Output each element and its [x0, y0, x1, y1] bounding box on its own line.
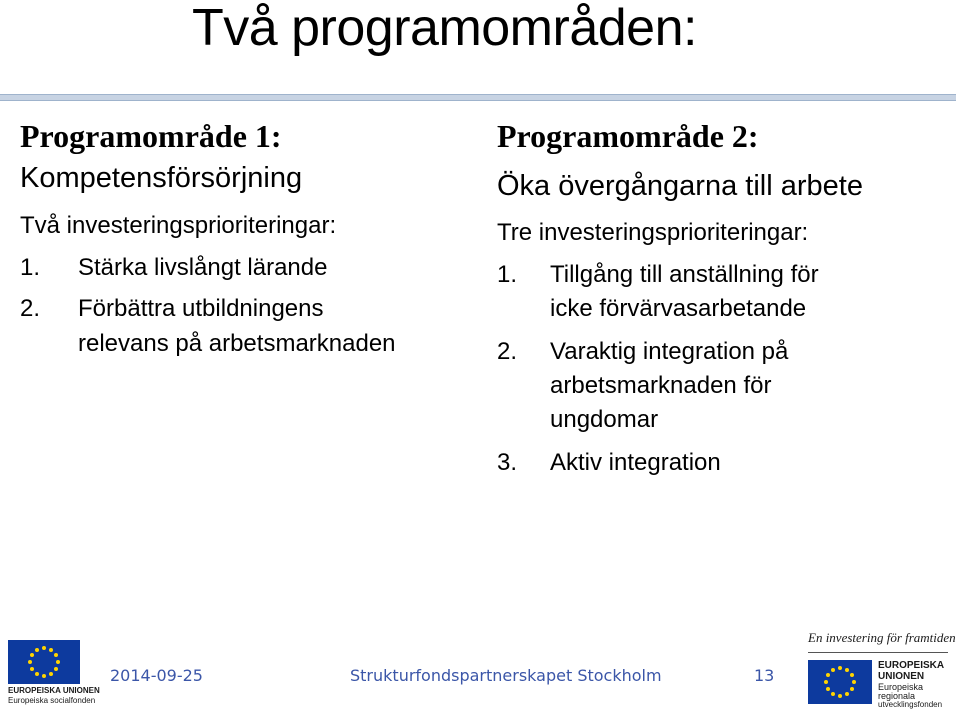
slogan-divider [808, 652, 948, 653]
area2-item2-line3: ungdomar [550, 406, 659, 433]
area1-heading: Programområde 1: [20, 118, 282, 154]
area2-item1-line1: Tillgång till anställning för [550, 261, 819, 288]
footer-page-number: 13 [754, 666, 775, 685]
eu-left-line1: EUROPEISKA UNIONEN [8, 686, 100, 695]
area2-item3-text: Aktiv integration [550, 449, 721, 476]
eu-right-slogan: En investering för framtiden [808, 630, 956, 645]
eu-stars-icon-right [808, 660, 872, 704]
area2-item1-number: 1. [497, 261, 518, 288]
area1-item2-line2: relevans på arbetsmarknaden [78, 330, 396, 357]
area1-item1-text: Stärka livslångt lärande [78, 254, 328, 281]
area2-item3-number: 3. [497, 449, 518, 476]
area2-item2-line2: arbetsmarknaden för [550, 372, 772, 399]
eu-right-line3: Europeiska [878, 682, 924, 692]
area2-item2-number: 2. [497, 338, 518, 365]
footer-date: 2014-09-25 [110, 666, 203, 685]
area2-subheading: Öka övergångarna till arbete [497, 170, 863, 202]
eu-left-line2: Europeiska socialfonden [8, 696, 96, 705]
slide-title: Två programområden: [192, 0, 697, 57]
eu-right-line5: utvecklingsfonden [878, 700, 943, 709]
area2-heading: Programområde 2: [497, 118, 759, 154]
eu-right-line2: UNIONEN [878, 671, 925, 682]
area1-intro: Två investeringsprioriteringar: [20, 212, 337, 239]
eu-stars-icon [8, 640, 80, 684]
title-divider [0, 94, 956, 101]
area2-item2-line1: Varaktig integration på [550, 338, 789, 365]
area2-intro: Tre investeringsprioriteringar: [497, 219, 809, 246]
eu-flag-icon [8, 640, 80, 684]
area1-item2-number: 2. [20, 295, 41, 322]
eu-right-line1: EUROPEISKA [878, 660, 945, 671]
footer-organization: Strukturfondspartnerskapet Stockholm [350, 666, 662, 685]
area1-item1-number: 1. [20, 254, 41, 281]
area1-subheading: Kompetensförsörjning [20, 162, 303, 194]
eu-right-line4: regionala [878, 691, 916, 701]
area2-item1-line2: icke förvärvasarbetande [550, 295, 807, 322]
area1-item2-line1: Förbättra utbildningens [78, 295, 324, 322]
eu-flag-icon-right [808, 660, 872, 704]
